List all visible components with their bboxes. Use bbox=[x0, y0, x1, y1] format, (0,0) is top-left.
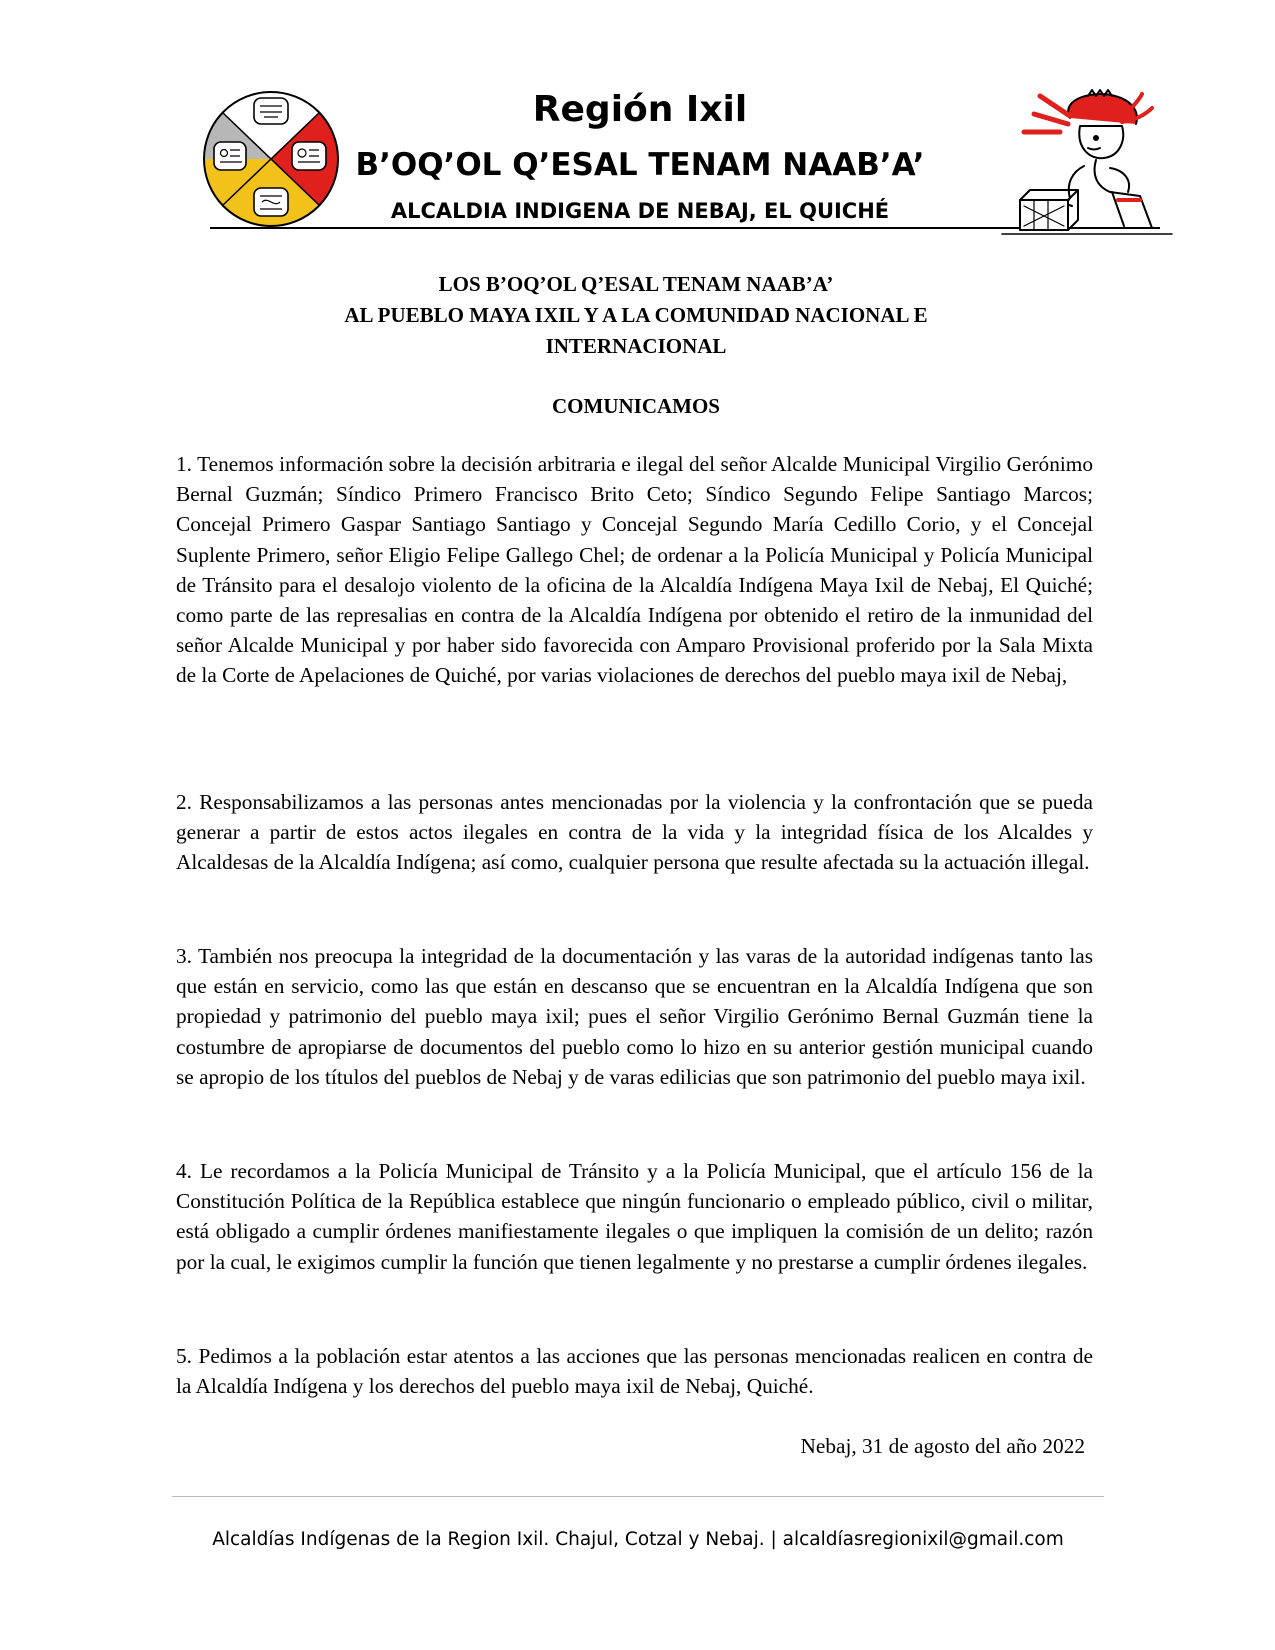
four-directions-maya-glyph-seal-icon bbox=[202, 90, 340, 228]
title-line-1: LOS B’OQ’OL Q’ESAL TENAM NAAB’A’ bbox=[438, 272, 834, 296]
region-title: Región Ixil bbox=[532, 89, 748, 130]
title-line-3: INTERNACIONAL bbox=[545, 334, 727, 358]
paragraph-4: 4. Le recordamos a la Policía Municipal de Tránsito y a la Policía Municipal, que el artículo 156 de la Constitución Política de la República establece que ningún funcionario o empleado público, civil o militar, está obligado a cumplir órdenes manifiestamente ilegales o que impliquen la comisión de un delito; razón por la cual, le exigimos cumplir la función que tienen legalmente y no prestarse a cumplir órdenes ilegales. bbox=[176, 1159, 1093, 1274]
paragraph-5: 5. Pedimos a la población estar atentos a las acciones que las personas mencionadas realicen en contra de la Alcaldía Indígena y los derechos del pueblo maya ixil de Nebaj, Quiché. bbox=[176, 1344, 1093, 1399]
maya-scribe-illustration-icon bbox=[1000, 88, 1178, 236]
footer-contact: Alcaldías Indígenas de la Region Ixil. Chajul, Cotzal y Nebaj. | alcaldíasregionixil@gmail.com bbox=[212, 1529, 1064, 1550]
section-heading: COMUNICAMOS bbox=[552, 394, 720, 418]
office-name: ALCALDIA INDIGENA DE NEBAJ, EL QUICHÉ bbox=[390, 199, 890, 223]
organization-name: B’OQ’OL Q’ESAL TENAM NAAB’A’ bbox=[355, 147, 925, 183]
title-line-2: AL PUEBLO MAYA IXIL Y A LA COMUNIDAD NACIONAL E bbox=[344, 303, 928, 327]
document-date: Nebaj, 31 de agosto del año 2022 bbox=[800, 1434, 1085, 1458]
paragraph-2: 2. Responsabilizamos a las personas antes mencionadas por la violencia y la confrontación que se pueda generar a partir de estos actos ilegales en contra de la vida y la integridad física de los Alcaldes y Alcaldesas de la Alcaldía Indígena; así como, cualquier persona que resulte afectada su la actuación illegal. bbox=[176, 790, 1093, 875]
paragraph-3: 3. También nos preocupa la integridad de la documentación y las varas de la autoridad indígenas tanto las que están en servicio, como las que están en descanso que se encuentran en la Alcaldía Indígena que son propiedad y patrimonio del pueblo maya ixil; pues el señor Virgilio Gerónimo Bernal Guzmán tiene la costumbre de apropiarse de documentos del pueblo como lo hizo en su anterior gestión municipal cuando se apropio de los títulos del pueblos de Nebaj y de varas edilicias que son patrimonio del pueblo maya ixil. bbox=[176, 944, 1093, 1089]
footer-divider bbox=[172, 1496, 1104, 1497]
paragraph-1: 1. Tenemos información sobre la decisión arbitraria e ilegal del señor Alcalde Municipal Virgilio Gerónimo Bernal Guzmán; Síndico Primero Francisco Brito Ceto; Síndico Segundo Felipe Santiago Marcos; Concejal Primero Gaspar Santiago Santiago y Concejal Segundo María Cedillo Corio, y el Concejal Suplente Primero, señor Eligio Felipe Gallego Chel; de ordenar a la Policía Municipal y Policía Municipal de Tránsito para el desalojo violento de la oficina de la Alcaldía Indígena Maya Ixil de Nebaj, El Quiché; como parte de las represalias en contra de la Alcaldía Indígena por obtenido el retiro de la inmunidad del señor Alcalde Municipal y por haber sido favorecida con Amparo Provisional proferido por la Sala Mixta de la Corte de Apelaciones de Quiché, por varias violaciones de derechos del pueblo maya ixil de Nebaj, bbox=[176, 452, 1093, 688]
